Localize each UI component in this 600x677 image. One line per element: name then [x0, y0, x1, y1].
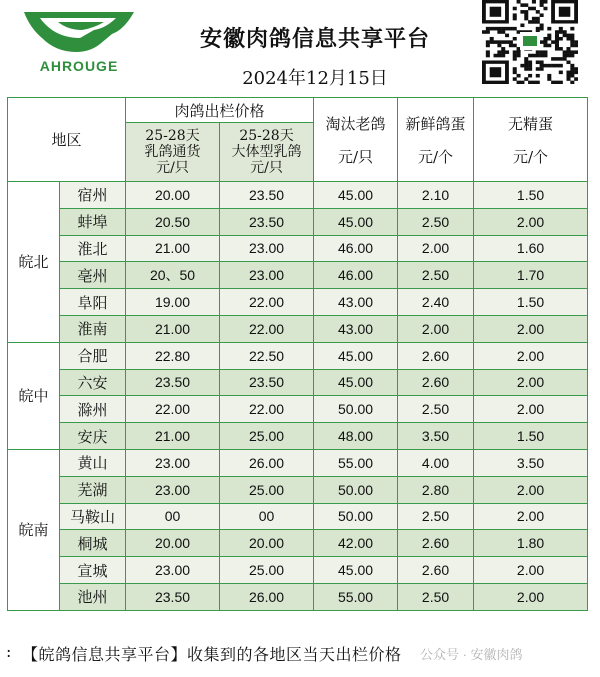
infertile-egg-price: 2.00 [474, 557, 588, 584]
col-infertile-egg-label: 无精蛋 [508, 114, 554, 133]
old-pigeon-price: 50.00 [314, 396, 398, 423]
old-pigeon-price: 43.00 [314, 315, 398, 342]
fresh-egg-price: 2.60 [398, 530, 474, 557]
infertile-egg-price: 2.00 [474, 503, 588, 530]
fresh-egg-price: 2.40 [398, 289, 474, 316]
city-cell: 淮南 [60, 315, 126, 342]
fresh-egg-price: 2.50 [398, 262, 474, 289]
col-sub1-unit: 元/只 [156, 160, 189, 176]
col-sub2-unit: 元/只 [250, 160, 283, 176]
squab-regular-price: 00 [126, 503, 220, 530]
squab-regular-price: 23.00 [126, 476, 220, 503]
squab-large-price: 22.50 [220, 342, 314, 369]
old-pigeon-price: 45.00 [314, 208, 398, 235]
infertile-egg-price: 1.80 [474, 530, 588, 557]
squab-large-price: 25.00 [220, 557, 314, 584]
squab-regular-price: 19.00 [126, 289, 220, 316]
old-pigeon-price: 45.00 [314, 342, 398, 369]
old-pigeon-price: 45.00 [314, 557, 398, 584]
infertile-egg-price: 1.50 [474, 289, 588, 316]
city-cell: 阜阳 [60, 289, 126, 316]
squab-large-price: 23.50 [220, 369, 314, 396]
old-pigeon-price: 50.00 [314, 476, 398, 503]
table-body [8, 182, 588, 611]
squab-regular-price: 20、50 [126, 262, 220, 289]
page-title: 安徽肉鸽信息共享平台 [199, 26, 430, 52]
city-cell: 六安 [60, 369, 126, 396]
col-old-unit: 元/只 [338, 147, 374, 166]
col-header-region: 地区 [8, 98, 126, 182]
squab-large-price: 23.50 [220, 182, 314, 209]
old-pigeon-price: 48.00 [314, 423, 398, 450]
fresh-egg-price: 2.60 [398, 557, 474, 584]
fresh-egg-price: 4.00 [398, 449, 474, 476]
infertile-egg-price: 2.00 [474, 208, 588, 235]
report-date: 2024年12月15日 [242, 68, 388, 89]
old-pigeon-price: 43.00 [314, 289, 398, 316]
squab-regular-price: 23.00 [126, 557, 220, 584]
squab-large-price: 20.00 [220, 530, 314, 557]
infertile-egg-price: 2.00 [474, 476, 588, 503]
col-header-old-pigeon [314, 98, 398, 182]
table-row [8, 262, 588, 289]
table-row [8, 289, 588, 316]
squab-regular-price: 21.00 [126, 235, 220, 262]
infertile-egg-price: 3.50 [474, 449, 588, 476]
col-header-fresh-egg [398, 98, 474, 182]
table-row [8, 423, 588, 450]
infertile-egg-price: 2.00 [474, 315, 588, 342]
table-row [8, 476, 588, 503]
city-cell: 安庆 [60, 423, 126, 450]
table-row [8, 182, 588, 209]
squab-regular-price: 21.00 [126, 315, 220, 342]
city-cell: 合肥 [60, 342, 126, 369]
old-pigeon-price: 42.00 [314, 530, 398, 557]
squab-large-price: 26.00 [220, 449, 314, 476]
old-pigeon-price: 55.00 [314, 583, 398, 610]
region-cell: 皖北 [8, 182, 60, 343]
col-header-squab-large [220, 123, 314, 182]
table-row [8, 235, 588, 262]
city-cell: 亳州 [60, 262, 126, 289]
infertile-egg-price: 2.00 [474, 396, 588, 423]
col-header-infertile-egg [474, 98, 588, 182]
col-sub1-line2: 乳鸽通货 [144, 144, 201, 160]
infertile-egg-price: 1.70 [474, 262, 588, 289]
fresh-egg-price: 2.50 [398, 208, 474, 235]
old-pigeon-price: 50.00 [314, 503, 398, 530]
table-row [8, 583, 588, 610]
fresh-egg-price: 2.50 [398, 583, 474, 610]
squab-regular-price: 20.50 [126, 208, 220, 235]
brand-logo [20, 8, 138, 78]
city-cell: 淮北 [60, 235, 126, 262]
squab-regular-price: 20.00 [126, 182, 220, 209]
city-cell: 池州 [60, 583, 126, 610]
footer [0, 640, 600, 668]
col-fresh-egg-unit: 元/个 [418, 147, 454, 166]
squab-regular-price: 21.00 [126, 423, 220, 450]
footer-colon: : [6, 642, 12, 661]
city-cell: 宿州 [60, 182, 126, 209]
squab-regular-price: 22.80 [126, 342, 220, 369]
region-cell: 皖南 [8, 449, 60, 610]
qr-code-icon [482, 0, 578, 84]
logo-text: AHROUGE [39, 58, 119, 74]
price-table [7, 97, 588, 611]
city-cell: 黄山 [60, 449, 126, 476]
fresh-egg-price: 2.50 [398, 503, 474, 530]
city-cell: 蚌埠 [60, 208, 126, 235]
fresh-egg-price: 2.50 [398, 396, 474, 423]
pigeon-logo-icon [20, 8, 138, 58]
squab-regular-price: 23.50 [126, 583, 220, 610]
old-pigeon-price: 46.00 [314, 262, 398, 289]
fresh-egg-price: 2.00 [398, 315, 474, 342]
table-row [8, 449, 588, 476]
col-fresh-egg-label: 新鲜鸽蛋 [405, 114, 466, 133]
squab-large-price: 23.00 [220, 235, 314, 262]
city-cell: 芜湖 [60, 476, 126, 503]
table-row [8, 396, 588, 423]
squab-large-price: 00 [220, 503, 314, 530]
squab-large-price: 22.00 [220, 289, 314, 316]
table-row [8, 503, 588, 530]
old-pigeon-price: 46.00 [314, 235, 398, 262]
table-row [8, 369, 588, 396]
old-pigeon-price: 55.00 [314, 449, 398, 476]
table-row [8, 557, 588, 584]
footer-message: 【皖鸽信息共享平台】收集到的各地区当天出栏价格 [22, 645, 402, 664]
squab-large-price: 26.00 [220, 583, 314, 610]
table-row [8, 208, 588, 235]
squab-regular-price: 20.00 [126, 530, 220, 557]
city-cell: 宣城 [60, 557, 126, 584]
infertile-egg-price: 1.60 [474, 235, 588, 262]
infertile-egg-price: 2.00 [474, 583, 588, 610]
fresh-egg-price: 3.50 [398, 423, 474, 450]
squab-regular-price: 23.50 [126, 369, 220, 396]
col-header-price-group: 肉鸽出栏价格 [126, 98, 314, 123]
col-sub2-line1: 25-28天 [239, 128, 294, 144]
squab-large-price: 22.00 [220, 315, 314, 342]
infertile-egg-price: 2.00 [474, 369, 588, 396]
squab-large-price: 22.00 [220, 396, 314, 423]
table-row [8, 342, 588, 369]
infertile-egg-price: 1.50 [474, 182, 588, 209]
watermark: 公众号 · 安徽肉鸽 [420, 647, 523, 662]
squab-large-price: 23.00 [220, 262, 314, 289]
city-cell: 马鞍山 [60, 503, 126, 530]
squab-regular-price: 22.00 [126, 396, 220, 423]
col-old-label: 淘汰老鸽 [325, 114, 386, 133]
infertile-egg-price: 2.00 [474, 342, 588, 369]
col-sub1-line1: 25-28天 [145, 128, 200, 144]
squab-large-price: 25.00 [220, 476, 314, 503]
region-cell: 皖中 [8, 342, 60, 449]
fresh-egg-price: 2.00 [398, 235, 474, 262]
squab-regular-price: 23.00 [126, 449, 220, 476]
squab-large-price: 23.50 [220, 208, 314, 235]
fresh-egg-price: 2.60 [398, 342, 474, 369]
col-infertile-egg-unit: 元/个 [513, 147, 549, 166]
col-header-squab-regular [126, 123, 220, 182]
table-row [8, 530, 588, 557]
old-pigeon-price: 45.00 [314, 369, 398, 396]
fresh-egg-price: 2.10 [398, 182, 474, 209]
city-cell: 桐城 [60, 530, 126, 557]
fresh-egg-price: 2.60 [398, 369, 474, 396]
city-cell: 滁州 [60, 396, 126, 423]
col-sub2-line2: 大体型乳鸽 [231, 144, 302, 160]
old-pigeon-price: 45.00 [314, 182, 398, 209]
infertile-egg-price: 1.50 [474, 423, 588, 450]
fresh-egg-price: 2.80 [398, 476, 474, 503]
table-row [8, 315, 588, 342]
squab-large-price: 25.00 [220, 423, 314, 450]
